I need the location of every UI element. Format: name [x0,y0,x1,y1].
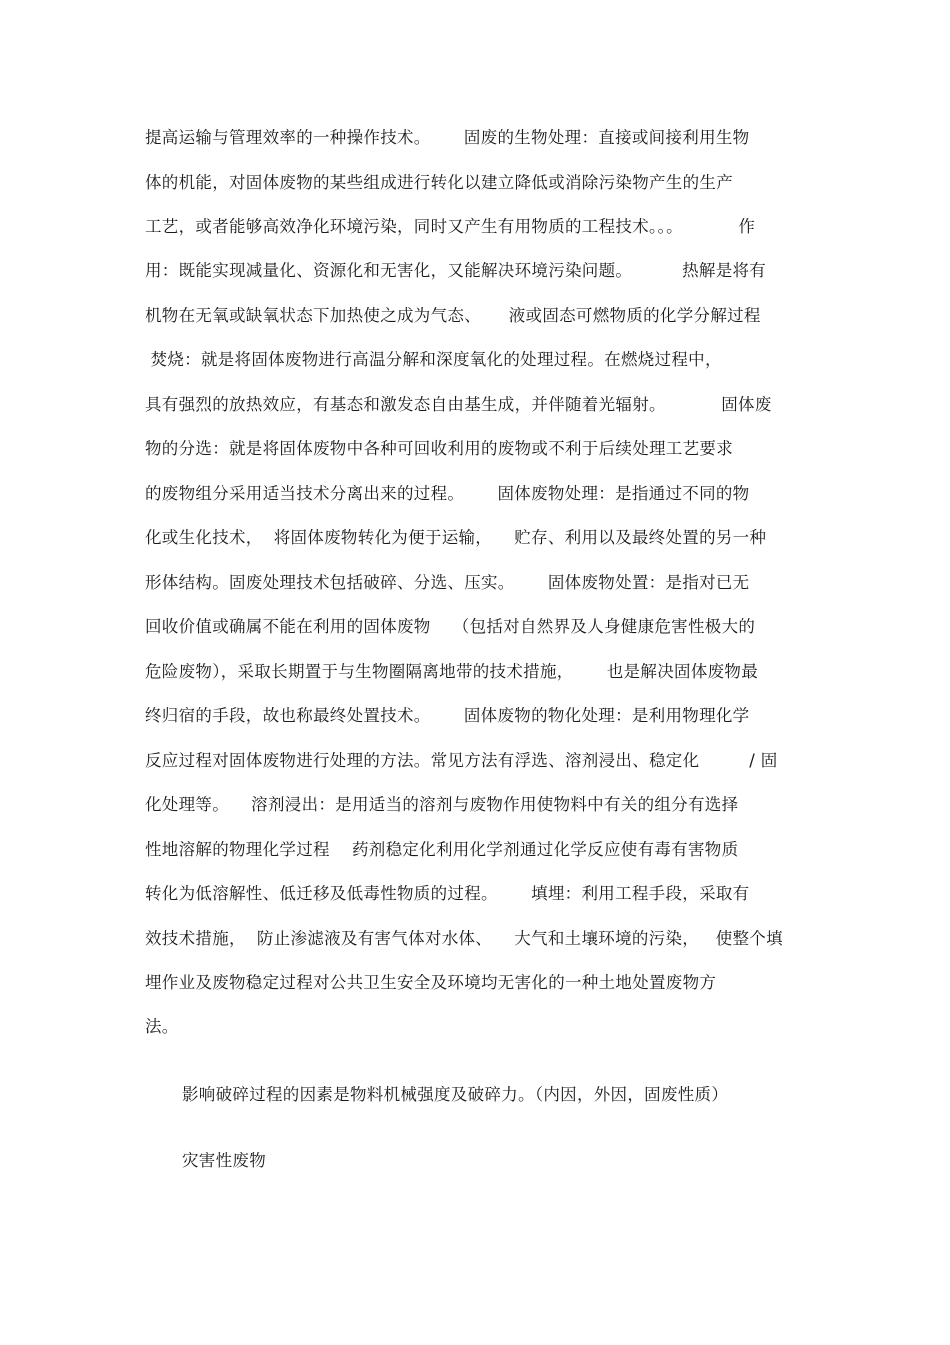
body-line: 提高运输与管理效率的一种操作技术。 固废的生物处理：直接或间接利用生物 [145,128,750,147]
body-line: 化或生化技术， 将固体废物转化为便于运输， 贮存、利用以及最终处置的另一种 [145,528,767,547]
body-line: 转化为低溶解性、低迁移及低毒性物质的过程。 填埋：利用工程手段，采取有 [145,884,750,903]
body-line: 性地溶解的物理化学过程 药剂稳定化利用化学剂通过化学反应使有毒有害物质 [145,840,739,859]
section-heading: 灾害性废物 [182,1151,266,1170]
body-line: 反应过程对固体废物进行处理的方法。常见方法有浮选、溶剂浸出、稳定化 / 固 [145,751,778,770]
body-line: 效技术措施， 防止渗滤液及有害气体对水体、 大气和土壤环境的污染， 使整个填 [145,929,783,948]
body-line: 具有强烈的放热效应，有基态和激发态自由基生成，并伴随着光辐射。 固体废 [145,395,772,414]
body-line: 埋作业及废物稳定过程对公共卫生安全及环境均无害化的一种土地处置废物方 [145,973,717,992]
body-line: 机物在无氧或缺氧状态下加热使之成为气态、 液或固态可燃物质的化学分解过程 [145,306,761,325]
body-line: 的废物组分采用适当技术分离出来的过程。 固体废物处理：是指通过不同的物 [145,484,750,503]
body-line: 物的分选：就是将固体废物中各种可回收利用的废物或不利于后续处理工艺要求 [145,439,733,458]
factors-paragraph: 影响破碎过程的因素是物料机械强度及破碎力。（内因，外因，固废性质） [182,1085,729,1104]
body-line: 用：既能实现减量化、资源化和无害化，又能解决环境污染问题。 热解是将有 [145,261,767,280]
body-line: 终归宿的手段，故也称最终处置技术。 固体废物的物化处理：是利用物理化学 [145,706,750,725]
body-line: 形体结构。固废处理技术包括破碎、分选、压实。 固体废物处置：是指对已无 [145,573,750,592]
body-line: 化处理等。 溶剂浸出：是用适当的溶剂与废物作用使物料中有关的组分有选择 [145,795,739,814]
body-line: 焚烧：就是将固体废物进行高温分解和深度氧化的处理过程。在燃烧过程中， [145,350,722,369]
body-line: 工艺，或者能够高效净化环境污染，同时又产生有用物质的工程技术。。。 作 [145,217,756,236]
body-line: 危险废物），采取长期置于与生物圈隔离地带的技术措施， 也是解决固体废物最 [145,662,759,681]
body-line: 体的机能，对固体废物的某些组成进行转化以建立降低或消除污染物产生的生产 [145,173,733,192]
body-line: 回收价值或确属不能在利用的固体废物 （包括对自然界及人身健康危害性极大的 [145,617,756,636]
body-line: 法。 [145,1017,179,1036]
